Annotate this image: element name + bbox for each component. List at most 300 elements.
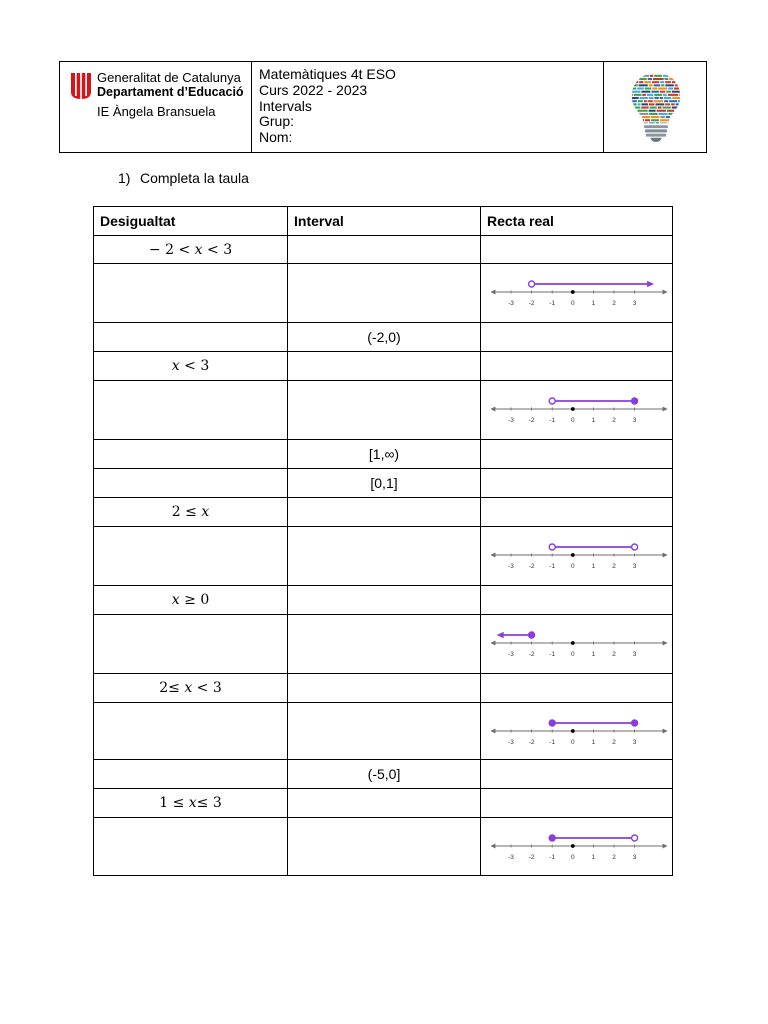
wordcloud-word — [630, 94, 633, 96]
wordcloud-word — [672, 81, 675, 83]
wordcloud-word — [630, 75, 637, 77]
inequality-cell — [94, 615, 288, 673]
inequality-text: − 2 < x < 3 — [148, 241, 233, 258]
wordcloud-word — [660, 81, 664, 83]
wordcloud-word — [676, 103, 679, 105]
wordcloud-word — [672, 91, 681, 93]
course-label: Curs 2022 - 2023 — [259, 81, 368, 98]
number-line-tick-label: -1 — [549, 417, 556, 424]
closed-endpoint — [632, 720, 638, 726]
number-line-tick-label: 0 — [570, 651, 575, 658]
wordcloud-word — [649, 122, 655, 124]
wordcloud-word — [642, 116, 650, 118]
wordcloud-word — [664, 78, 668, 80]
wordcloud-word — [649, 103, 655, 105]
wordcloud-word — [638, 75, 642, 77]
wordcloud-word — [630, 110, 637, 112]
interval-cell — [288, 236, 481, 263]
table-row — [94, 236, 672, 264]
wordcloud-word — [630, 116, 633, 118]
table-row — [94, 818, 672, 875]
wordcloud-word — [654, 75, 662, 77]
wordcloud-word — [630, 122, 634, 124]
number-line-cell — [481, 586, 672, 614]
axis-right-arrow-icon — [663, 729, 668, 734]
table-row — [94, 586, 672, 615]
wordcloud-word — [645, 119, 650, 121]
number-line-tick-label: -1 — [549, 651, 556, 658]
logo-stripe — [85, 73, 87, 96]
wordcloud-word — [660, 91, 666, 93]
number-line-tick-label: 1 — [591, 854, 596, 861]
wordcloud-word — [651, 119, 659, 121]
wordcloud-word — [666, 116, 671, 118]
wordcloud-word — [630, 81, 638, 83]
number-line-tick-label: -1 — [549, 854, 556, 861]
wordcloud-word — [648, 100, 653, 102]
wordcloud-word — [658, 87, 667, 89]
number-line-tick-label: 3 — [632, 300, 637, 307]
wordcloud-word — [650, 75, 653, 77]
inequality-cell — [94, 586, 288, 614]
wordcloud-word — [665, 84, 673, 86]
table-row — [94, 498, 672, 527]
wordcloud-word — [642, 94, 646, 96]
interval-cell — [288, 381, 481, 439]
wordcloud-word — [649, 113, 657, 115]
inequality-cell — [94, 703, 288, 759]
generalitat-logo-icon — [70, 72, 92, 100]
number-line-tick-label: -3 — [508, 417, 514, 424]
number-line-tick-label: -3 — [508, 739, 514, 746]
axis-left-arrow-icon — [490, 290, 495, 295]
interval-text: [0,1] — [370, 475, 398, 491]
origin-dot — [571, 641, 575, 645]
number-line-tick-label: -3 — [508, 300, 514, 307]
inequality-cell — [94, 760, 288, 788]
department-name: Departament d’Educació — [97, 85, 244, 99]
wordcloud-word — [678, 75, 684, 77]
table-row — [94, 760, 672, 789]
interval-cell — [288, 352, 481, 380]
number-line-tick-label: 3 — [632, 854, 637, 861]
wordcloud-word — [674, 87, 684, 89]
interval-cell — [288, 323, 481, 351]
wordcloud-word — [630, 103, 637, 105]
wordcloud-word — [630, 100, 637, 102]
wordcloud-word — [671, 103, 674, 105]
number-line-cell — [481, 352, 672, 380]
wordcloud-word — [656, 103, 665, 105]
number-line-tick-label: 3 — [632, 651, 637, 658]
wordcloud-word — [661, 84, 664, 86]
inequality-text: x ≥ 0 — [171, 592, 210, 608]
wordcloud-word — [641, 103, 648, 105]
wordcloud-word — [664, 100, 668, 102]
table-row — [94, 323, 672, 352]
exercise-number: 1) — [118, 170, 131, 186]
wordcloud-word — [660, 122, 667, 124]
wordcloud-word — [668, 94, 678, 96]
intervals-table — [93, 206, 673, 876]
school-name: IE Àngela Bransuela — [97, 104, 216, 119]
wordcloud-word — [654, 100, 663, 102]
number-line-tick-label: 1 — [591, 563, 596, 570]
number-line-tick-label: -2 — [528, 739, 535, 746]
origin-dot — [571, 844, 575, 848]
number-line-cell — [481, 703, 672, 759]
wordcloud-word — [642, 122, 648, 124]
wordcloud-word — [672, 116, 683, 118]
number-line-tick-label: -2 — [528, 854, 535, 861]
origin-dot — [571, 290, 575, 294]
table-row — [94, 527, 672, 586]
wordcloud-word — [658, 107, 662, 109]
wordcloud-word — [668, 87, 673, 89]
interval-cell — [288, 264, 481, 322]
interval-cell — [288, 615, 481, 673]
bulb-base-ring — [644, 125, 668, 128]
number-line-tick-label: 0 — [570, 300, 575, 307]
inequality-cell — [94, 323, 288, 351]
number-line — [481, 615, 672, 673]
column-header-inequality: Desigualtat — [94, 207, 288, 235]
number-line-cell — [481, 440, 672, 468]
number-line-tick-label: 0 — [570, 854, 575, 861]
inequality-cell — [94, 381, 288, 439]
interval-cell — [288, 760, 481, 788]
number-line-tick-label: -3 — [508, 651, 514, 658]
interval-text: [1,∞) — [368, 446, 400, 462]
number-line-cell — [481, 498, 672, 526]
wordcloud-word — [634, 94, 642, 96]
open-endpoint — [529, 281, 535, 287]
number-line-cell — [481, 381, 672, 439]
wordcloud-word — [630, 97, 639, 99]
number-line-tick-label: 2 — [612, 854, 616, 861]
number-line-tick-label: 0 — [570, 739, 575, 746]
number-line-tick-label: 1 — [591, 417, 596, 424]
header-course-cell — [252, 62, 604, 152]
wordcloud-word — [649, 84, 653, 86]
bulb-base-tip — [650, 138, 661, 142]
wordcloud-word — [655, 97, 659, 99]
exercise-instruction: Completa la taula — [140, 170, 249, 186]
inequality-text: 2≤ x < 3 — [159, 680, 222, 696]
number-line-tick-label: -1 — [549, 739, 556, 746]
wordcloud-word — [669, 78, 680, 80]
wordcloud-word — [672, 97, 682, 99]
inequality-cell — [94, 674, 288, 702]
axis-right-arrow-icon — [663, 290, 668, 295]
wordcloud-word — [663, 75, 668, 77]
ray-right-arrow-icon — [647, 281, 654, 287]
axis-left-arrow-icon — [490, 729, 495, 734]
interval-cell — [288, 789, 481, 817]
number-line-tick-label: 2 — [612, 739, 616, 746]
wordcloud-word — [630, 78, 638, 80]
wordcloud-word — [630, 87, 636, 89]
group-label: Grup: — [259, 113, 295, 130]
wordcloud-word — [679, 94, 682, 96]
table-row — [94, 703, 672, 760]
inequality-cell — [94, 818, 288, 875]
wordcloud-word — [666, 91, 671, 93]
wordcloud-word — [672, 107, 682, 109]
origin-dot — [571, 729, 575, 733]
table-row — [94, 352, 672, 381]
table-row — [94, 674, 672, 703]
table-header-row — [94, 207, 672, 236]
wordcloud-word — [654, 94, 662, 96]
inequality-cell — [94, 440, 288, 468]
column-header-interval: Interval — [288, 207, 481, 235]
inequality-cell — [94, 264, 288, 322]
closed-endpoint — [632, 398, 638, 404]
number-line-cell — [481, 527, 672, 585]
bulb-glass — [630, 75, 684, 125]
inequality-cell — [94, 498, 288, 526]
open-endpoint — [549, 398, 555, 404]
wordcloud-word — [630, 113, 637, 115]
number-line-cell — [481, 615, 672, 673]
number-line-cell — [481, 789, 672, 817]
wordcloud-word — [678, 100, 684, 102]
number-line-tick-label: -3 — [508, 563, 514, 570]
interval-cell — [288, 498, 481, 526]
table-row — [94, 615, 672, 674]
wordcloud-word — [634, 116, 641, 118]
number-line-cell — [481, 469, 672, 497]
document-header — [59, 61, 707, 153]
number-line-tick-label: -2 — [528, 563, 535, 570]
axis-left-arrow-icon — [490, 407, 495, 412]
ray-left-arrow-icon — [497, 632, 504, 638]
number-line — [481, 264, 672, 322]
axis-left-arrow-icon — [490, 641, 495, 646]
inequality-cell — [94, 469, 288, 497]
wordcloud-word — [642, 75, 649, 77]
wordcloud-word — [637, 87, 643, 89]
wordcloud-word — [639, 78, 646, 80]
wordcloud-word — [649, 97, 654, 99]
wordcloud-word — [669, 100, 677, 102]
number-line-tick-label: 2 — [612, 300, 616, 307]
wordcloud-word — [630, 91, 641, 93]
bulb-base-ring — [646, 134, 667, 137]
number-line-tick-label: -1 — [549, 563, 556, 570]
wordcloud-word — [669, 75, 677, 77]
interval-cell — [288, 674, 481, 702]
wordcloud-word — [645, 87, 652, 89]
wordcloud-word — [644, 100, 647, 102]
number-line-tick-label: -2 — [528, 651, 535, 658]
wordcloud-word — [652, 87, 657, 89]
number-line-cell — [481, 264, 672, 322]
number-line-tick-label: 2 — [612, 417, 616, 424]
wordcloud-word — [671, 119, 677, 121]
topic-label: Intervals — [259, 97, 312, 114]
header-image-cell — [604, 62, 706, 152]
wordcloud-word — [668, 122, 678, 124]
inequality-text: 1 ≤ x≤ 3 — [159, 795, 222, 811]
wordcloud-word — [658, 113, 667, 115]
interval-cell — [288, 818, 481, 875]
table-row — [94, 264, 672, 323]
inequality-text: 2 ≤ x — [171, 504, 210, 520]
interval-text: (-5,0] — [367, 766, 401, 782]
wordcloud-word — [679, 122, 684, 124]
name-label: Nom: — [259, 129, 293, 145]
wordcloud-word — [649, 110, 656, 112]
open-endpoint — [632, 544, 638, 550]
wordcloud-word — [675, 84, 684, 86]
number-line-cell — [481, 674, 672, 702]
wordcloud-word — [663, 94, 667, 96]
wordcloud-word — [634, 122, 641, 124]
interval-cell — [288, 586, 481, 614]
wordcloud-word — [634, 107, 641, 109]
open-endpoint — [549, 544, 555, 550]
table-row — [94, 381, 672, 440]
closed-endpoint — [549, 835, 555, 841]
interval-cell — [288, 703, 481, 759]
closed-endpoint — [529, 632, 535, 638]
wordcloud-word — [660, 119, 670, 121]
origin-dot — [571, 553, 575, 557]
lightbulb-wordcloud-image — [628, 71, 684, 143]
number-line-tick-label: 1 — [591, 739, 596, 746]
wordcloud-word — [644, 81, 651, 83]
wordcloud-word — [641, 91, 650, 93]
wordcloud-word — [677, 119, 684, 121]
number-line-tick-label: 0 — [570, 417, 575, 424]
interval-text: (-2,0) — [367, 329, 401, 345]
number-line-tick-label: 1 — [591, 651, 596, 658]
number-line-tick-label: 0 — [570, 563, 575, 570]
wordcloud-word — [665, 81, 671, 83]
inequality-text: x < 3 — [171, 358, 210, 374]
wordcloud-word — [650, 107, 657, 109]
number-line — [481, 527, 672, 585]
number-line-tick-label: -3 — [508, 854, 514, 861]
number-line — [481, 818, 672, 875]
wordcloud-word — [630, 84, 638, 86]
wordcloud-word — [647, 94, 654, 96]
header-institution-cell — [60, 62, 252, 152]
wordcloud-word — [648, 78, 652, 80]
table-row — [94, 789, 672, 818]
axis-left-arrow-icon — [490, 553, 495, 558]
wordcloud-word — [657, 110, 666, 112]
number-line-tick-label: 1 — [591, 300, 596, 307]
number-line-cell — [481, 236, 672, 263]
wordcloud-word — [656, 122, 659, 124]
wordcloud-word — [665, 103, 670, 105]
subject-label: Matemàtiques 4t ESO — [259, 66, 396, 82]
wordcloud-word — [630, 107, 633, 109]
wordcloud-word — [662, 107, 670, 109]
number-line-cell — [481, 323, 672, 351]
bulb-base-ring — [645, 129, 667, 132]
wordcloud-word — [681, 78, 684, 80]
wordcloud-word — [639, 119, 644, 121]
column-header-number-line: Recta real — [487, 213, 554, 229]
inequality-cell — [94, 789, 288, 817]
number-line-tick-label: -2 — [528, 417, 535, 424]
number-line-tick-label: 2 — [612, 563, 616, 570]
wordcloud-word — [638, 100, 643, 102]
table-row — [94, 469, 672, 498]
inequality-cell — [94, 236, 288, 263]
wordcloud-word — [680, 103, 684, 105]
inequality-cell — [94, 527, 288, 585]
wordcloud-word — [651, 116, 659, 118]
wordcloud-word — [668, 113, 675, 115]
wordcloud-word — [682, 81, 684, 83]
number-line-tick-label: 3 — [632, 739, 637, 746]
wordcloud-word — [676, 81, 681, 83]
wordcloud-word — [675, 110, 683, 112]
number-line-tick-label: 2 — [612, 651, 616, 658]
axis-left-arrow-icon — [490, 844, 495, 849]
open-endpoint — [632, 835, 638, 841]
axis-right-arrow-icon — [663, 553, 668, 558]
wordcloud-word — [634, 119, 638, 121]
wordcloud-word — [630, 119, 633, 121]
wordcloud-word — [639, 84, 648, 86]
table-row — [94, 440, 672, 469]
institution-name: Generalitat de Catalunya — [97, 70, 241, 85]
wordcloud-word — [637, 110, 647, 112]
axis-right-arrow-icon — [663, 641, 668, 646]
wordcloud-word — [653, 78, 664, 80]
closed-endpoint — [549, 720, 555, 726]
wordcloud-word — [660, 97, 663, 99]
interval-cell — [288, 440, 481, 468]
number-line-tick-label: 3 — [632, 563, 637, 570]
axis-right-arrow-icon — [663, 407, 668, 412]
wordcloud-word — [676, 113, 684, 115]
wordcloud-word — [654, 84, 661, 86]
wordcloud-word — [660, 116, 664, 118]
number-line-cell — [481, 818, 672, 875]
wordcloud-word — [641, 107, 648, 109]
interval-cell — [288, 527, 481, 585]
number-line-tick-label: -1 — [549, 300, 556, 307]
number-line — [481, 381, 672, 439]
logo-stripe — [80, 73, 82, 99]
number-line — [481, 703, 672, 759]
wordcloud-word — [639, 81, 643, 83]
origin-dot — [571, 407, 575, 411]
wordcloud-word — [664, 97, 671, 99]
wordcloud-word — [637, 113, 648, 115]
wordcloud-word — [667, 110, 674, 112]
wordcloud-word — [651, 91, 658, 93]
wordcloud-word — [681, 91, 684, 93]
wordcloud-word — [640, 97, 648, 99]
inequality-cell — [94, 352, 288, 380]
axis-right-arrow-icon — [663, 844, 668, 849]
number-line-tick-label: 3 — [632, 417, 637, 424]
wordcloud-word — [652, 81, 659, 83]
logo-stripe — [75, 73, 77, 96]
interval-cell — [288, 469, 481, 497]
number-line-cell — [481, 760, 672, 788]
wordcloud-word — [638, 103, 641, 105]
number-line-tick-label: -2 — [528, 300, 535, 307]
